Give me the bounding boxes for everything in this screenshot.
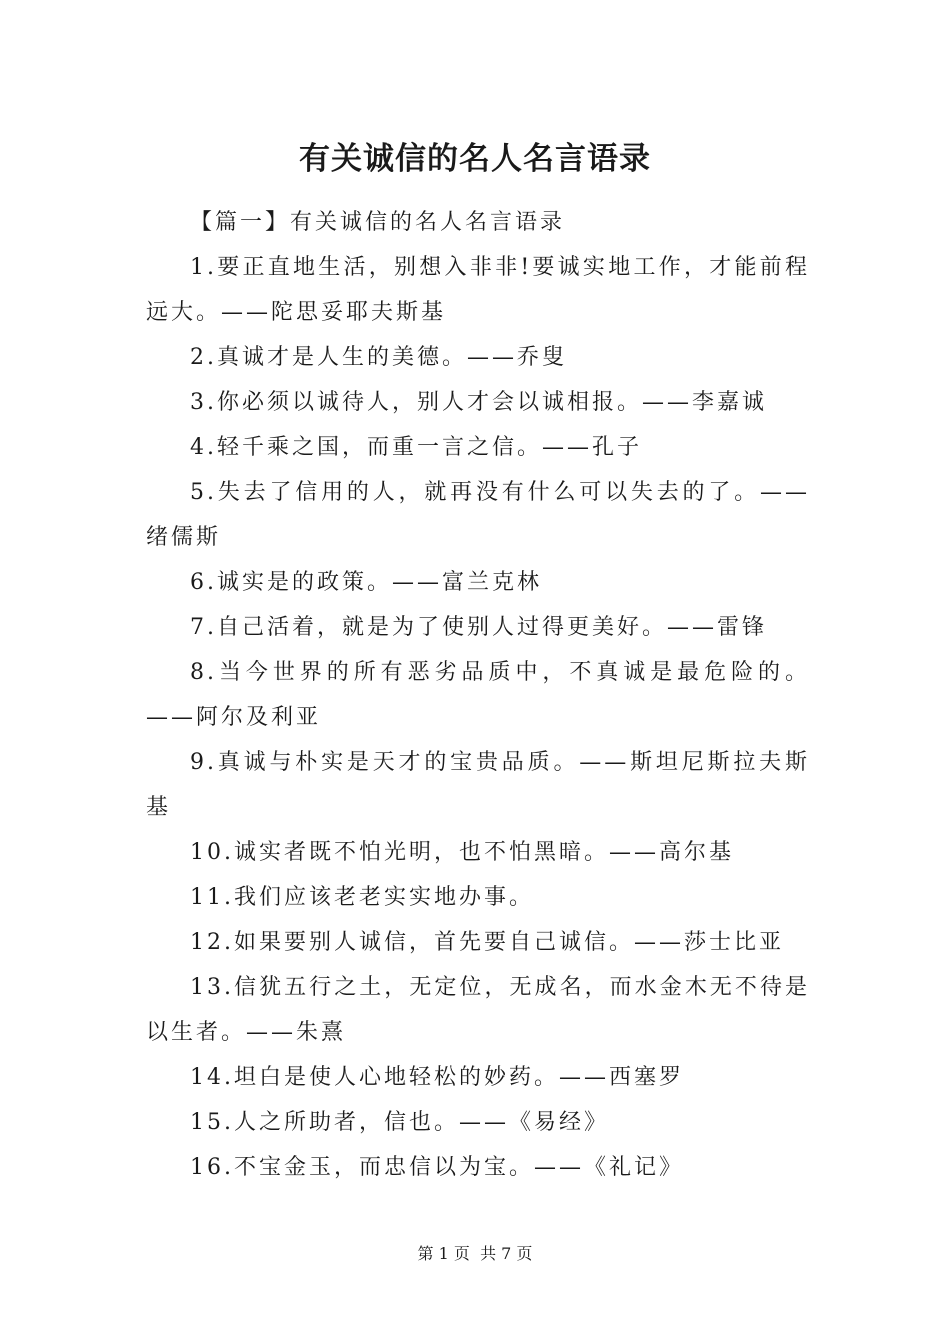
quote-item: 13.信犹五行之土，无定位，无成名，而水金木无不待是以生者。——朱熹	[146, 975, 810, 1045]
quote-item: 5.失去了信用的人，就再没有什么可以失去的了。——绪儒斯	[146, 480, 810, 550]
quote-item: 9.真诚与朴实是天才的宝贵品质。——斯坦尼斯拉夫斯基	[146, 750, 810, 820]
page-total: 共 7 页	[480, 1244, 533, 1263]
section-heading: 【篇一】有关诚信的名人名言语录	[190, 210, 566, 235]
quote-item: 4.轻千乘之国，而重一言之信。——孔子	[190, 435, 642, 460]
quote-item: 7.自己活着，就是为了使别人过得更美好。——雷锋	[190, 615, 767, 640]
quote-item: 12.如果要别人诚信，首先要自己诚信。——莎士比亚	[190, 930, 784, 955]
quote-item: 2.真诚才是人生的美德。——乔叟	[190, 345, 567, 370]
quote-item: 10.诚实者既不怕光明，也不怕黑暗。——高尔基	[190, 840, 734, 865]
document-body	[146, 200, 810, 1190]
quote-item: 3.你必须以诚待人，别人才会以诚相报。——李嘉诚	[190, 390, 767, 415]
quote-item: 16.不宝金玉，而忠信以为宝。——《礼记》	[190, 1155, 684, 1180]
page-number: 第 1 页	[417, 1244, 470, 1263]
quote-item: 6.诚实是的政策。——富兰克林	[190, 570, 542, 595]
document-title: 有关诚信的名人名言语录	[299, 141, 651, 177]
quote-item: 14.坦白是使人心地轻松的妙药。——西塞罗	[190, 1065, 684, 1090]
page-footer	[0, 1242, 950, 1266]
quote-item: 8.当今世界的所有恶劣品质中，不真诚是最危险的。——阿尔及利亚	[146, 660, 810, 730]
quote-item: 15.人之所助者，信也。——《易经》	[190, 1110, 609, 1135]
quote-item: 1.要正直地生活，别想入非非!要诚实地工作，才能前程远大。——陀思妥耶夫斯基	[146, 255, 810, 325]
quote-item: 11.我们应该老老实实地办事。	[190, 885, 534, 910]
footer-spacer	[470, 1244, 480, 1263]
